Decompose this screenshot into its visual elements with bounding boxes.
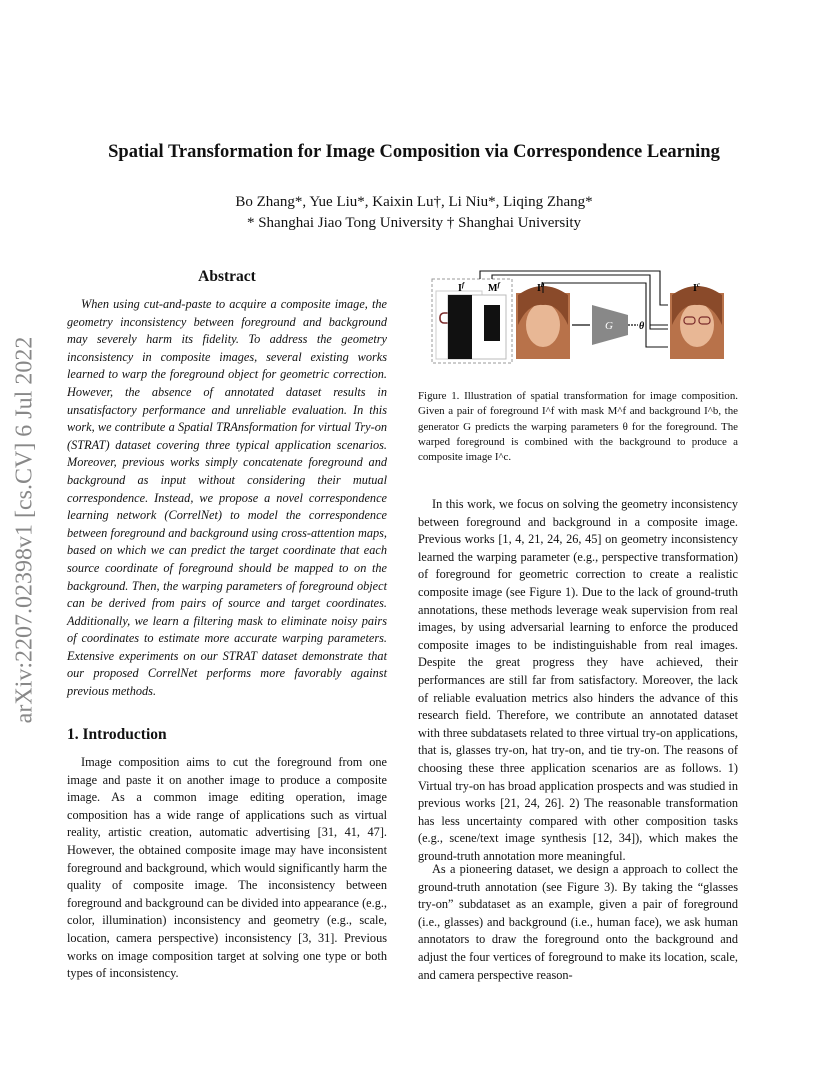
- arxiv-identifier: arXiv:2207.02398v1 [cs.CV] 6 Jul 2022: [11, 336, 38, 724]
- figure-1: [418, 265, 738, 377]
- figure-1-caption: Figure 1. Illustration of spatial transformation for image composition. Given a pair of foreground I^f with mask M^f and background I^b, the generator G predicts the warping parameters θ for the foreground. The warped foreground is combined with the background to produce a composite image I^c.: [418, 390, 738, 464]
- theta-label: θ: [639, 321, 645, 332]
- intro-paragraph-3: As a pioneering dataset, we design a approach to collect the ground-truth annotation (see Figure 3). By taking the “glasses try-on” subdataset as an example, given a pair of foreground (i.e., glasses) and background (i.e., human face), we ask human annotators to draw the foreground onto the background and adjust the four vertices of foreground to make its location, scale, and camera perspective reason-: [418, 862, 738, 982]
- section-heading-introduction: 1. Introduction: [67, 726, 167, 743]
- background-image: [516, 286, 570, 359]
- bg-label: I: [537, 283, 541, 294]
- mask-label: M: [488, 283, 498, 294]
- composite-image: [670, 286, 724, 359]
- fg-label: I: [458, 283, 462, 294]
- comp-label-sup: c: [696, 281, 701, 289]
- intro-paragraph-2: In this work, we focus on solving the geometry inconsistency between foreground and background in a composite image. Previous works [1, 4, 21, 24, 26, 45] on geometry inconsistency learned the warping parameter (e.g., perspective transformation) of foreground for geometric correction to create a realistic composite image (see Figure 1). Due to the lack of ground-truth annotations, these methods leverage weak supervision from real images, by using adversarial learning to enforce the produced composite images to be indistinguishable from real images. Despite the great progress they have achieved, their performances are still far from satisfactory. Moreover, the lack of reliable evaluation metrics also hinders the advance of this research field. Therefore, we contribute an annotated dataset with three subdatasets related to three virtual try-on applications, that is, glasses try-on, hat try-on, and tie try-on. The reasons of choosing these three application scenarios are as follows. 1) Virtual try-on has broad application prospects and was studied in previous works [21, 24, 26]. 2) The reasonable transformation has less uncertainty compared with other composition tasks (e.g., scene/text image synthesis [12, 34]), which makes the ground-truth annotation more meaningful.: [418, 497, 738, 863]
- abstract-heading: Abstract: [198, 268, 256, 285]
- svg-text:Mf: [488, 281, 500, 294]
- generator-label: G: [605, 320, 613, 332]
- comp-label: I: [693, 283, 697, 294]
- arxiv-sidebar: [8, 300, 42, 760]
- abstract-text: When using cut-and-paste to acquire a composite image, the geometry inconsistency between foreground and background may severely harm its fidelity. To address the geometry inconsistency in composite images, several existing works learned to warp the foreground object for geometric correction. However, the absence of annotated dataset results in unsatisfactory performance and unreliable evaluation. In this work, we contribute a Spatial TRAnsformation for virtual Try-on (STRAT) dataset covering three typical application scenarios. Moreover, previous works simply concatenate foreground and background as input without considering their mutual correspondence. Instead, we propose a novel correspondence learning network (CorrelNet) to model the correspondence between foreground and background using cross-attention maps, based on which we can predict the target coordinate that each source coordinate of foreground should be mapped to on the background. Then, the warping parameters of foreground object can be derived from pairs of source and target coordinates. Additionally, we learn a filtering mask to eliminate noisy pairs of coordinates to estimate more accurate warping parameters. Extensive experiments on our STRAT dataset demonstrate that our proposed CorrelNet performs more favorably against previous methods.: [67, 297, 387, 699]
- affiliations-line: * Shanghai Jiao Tong University † Shanghai University: [246, 215, 582, 231]
- mask-label-sup: f: [497, 281, 500, 289]
- intro-paragraph-1: Image composition aims to cut the foreground from one image and paste it on another image to produce a composite image. As a common image editing operation, image composition has a wide range of applications such as virtual reality, artistic creation, automatic advertising [31, 41, 47]. However, the obtained composite image may have inconsistent foreground and background, which would significantly harm the quality of composite image. The inconsistency between foreground and background can be divided into appearance (e.g., color, illumination) inconsistency and geometry (e.g., scale, location, camera perspective) inconsistency [3, 31]. Previous works on image composition target at solving one type or both types of inconsistency.: [67, 755, 387, 981]
- bg-label-sup: b: [540, 281, 545, 289]
- figure-1-diagram: [418, 265, 738, 377]
- fg-label-sup: f: [461, 281, 465, 289]
- paper-title: Spatial Transformation for Image Composition via Correspondence Learning: [108, 142, 720, 162]
- author-block: [0, 192, 828, 234]
- authors-line: Bo Zhang*, Yue Liu*, Kaixin Lu†, Li Niu*, Liqing Zhang*: [235, 194, 593, 210]
